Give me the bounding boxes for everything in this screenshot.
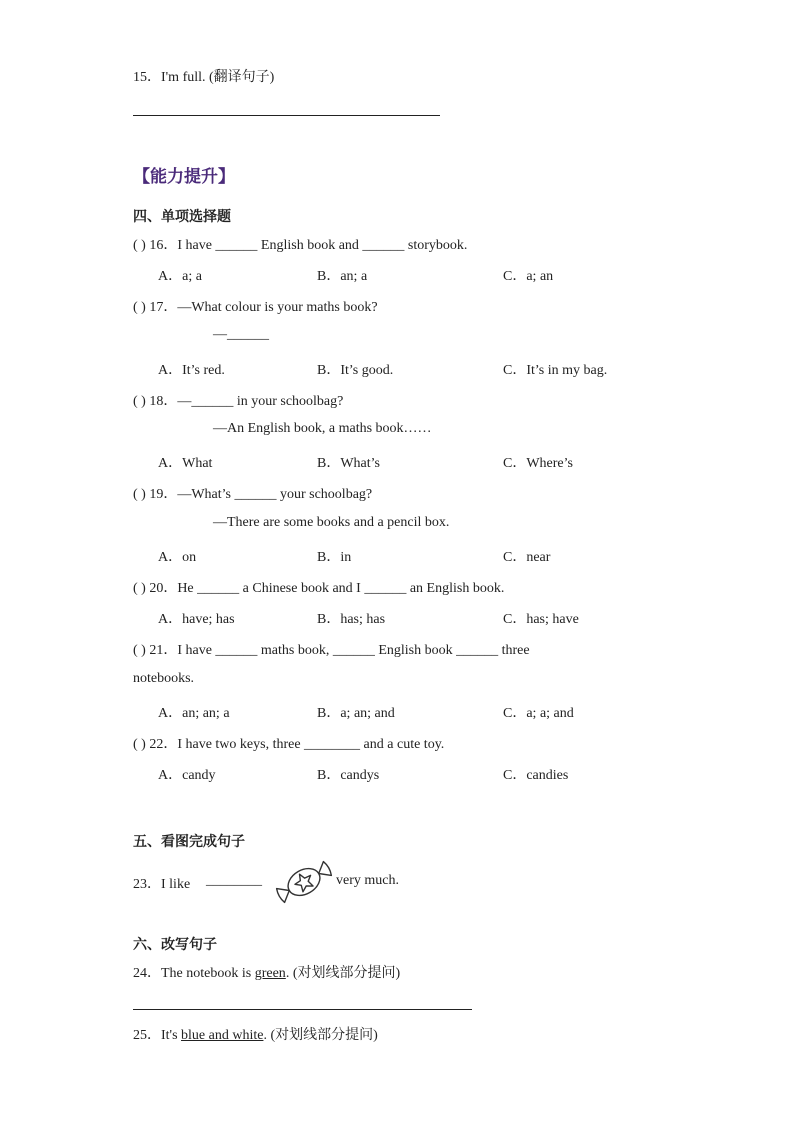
q19-option-a: A．on: [158, 550, 197, 565]
question-21: ( ) 21．I have ______ maths book, ______ English book ______ three: [133, 643, 530, 658]
q18-option-b: B．What’s: [317, 456, 380, 471]
q20-option-a: A．have; has: [158, 612, 235, 627]
q17-reply: —______: [213, 327, 269, 342]
q24-underlined: green: [254, 966, 286, 981]
q23-prefix: 23．I like: [133, 877, 191, 892]
capability-heading: 【能力提升】: [133, 167, 235, 187]
question-21-continued: notebooks.: [133, 671, 195, 686]
question-17: ( ) 17．—What colour is your maths book?: [133, 300, 378, 315]
section-6-title: 六、改写句子: [133, 937, 217, 953]
question-22: ( ) 22．I have two keys, three ________ and a cute toy.: [133, 737, 445, 752]
question-15: 15．I'm full. (翻译句子): [133, 70, 275, 85]
q22-option-c: C．candies: [503, 768, 569, 783]
q24-suffix: . (对划线部分提问): [285, 966, 401, 981]
q25-suffix: . (对划线部分提问): [263, 1028, 378, 1043]
q21-option-a: A．an; an; a: [158, 706, 230, 721]
q18-option-a: A．What: [158, 456, 213, 471]
q23-blank[interactable]: ________: [206, 873, 262, 888]
q18-option-c: C．Where’s: [503, 456, 573, 471]
q25-underlined: blue and white: [181, 1028, 264, 1043]
q21-option-b: B．a; an; and: [317, 706, 395, 721]
q20-option-b: B．has; has: [317, 612, 386, 627]
q23-suffix: very much.: [336, 873, 399, 888]
section-4-title: 四、单项选择题: [133, 209, 231, 225]
q19-option-b: B．in: [317, 550, 352, 565]
q22-option-b: B．candys: [317, 768, 380, 783]
q17-option-a: A．It’s red.: [158, 363, 225, 378]
q20-option-c: C．has; have: [503, 612, 579, 627]
q19-reply: —There are some books and a pencil box.: [213, 515, 450, 530]
question-16: ( ) 16．I have ______ English book and ______ storybook.: [133, 238, 468, 253]
q25-prefix: 25．It's: [133, 1028, 182, 1043]
answer-line-24[interactable]: [133, 1009, 472, 1010]
section-5-title: 五、看图完成句子: [133, 834, 245, 850]
question-24: [133, 962, 400, 982]
q16-option-b: B．an; a: [317, 269, 368, 284]
question-25: [133, 1024, 378, 1044]
q17-option-c: C．It’s in my bag.: [503, 363, 608, 378]
q18-reply: —An English book, a maths book……: [213, 421, 432, 436]
question-20: ( ) 20．He ______ a Chinese book and I ______ an English book.: [133, 581, 505, 596]
question-18: ( ) 18．—______ in your schoolbag?: [133, 394, 344, 409]
q22-option-a: A．candy: [158, 768, 216, 783]
q24-prefix: 24．The notebook is: [133, 966, 255, 981]
answer-line-15[interactable]: [133, 115, 440, 116]
q16-option-c: C．a; an: [503, 269, 554, 284]
question-19: ( ) 19．—What’s ______ your schoolbag?: [133, 487, 373, 502]
q21-option-c: C．a; a; and: [503, 706, 574, 721]
q16-option-a: A．a; a: [158, 269, 202, 284]
q17-option-b: B．It’s good.: [317, 363, 394, 378]
candy-icon: [272, 852, 336, 912]
q19-option-c: C．near: [503, 550, 551, 565]
